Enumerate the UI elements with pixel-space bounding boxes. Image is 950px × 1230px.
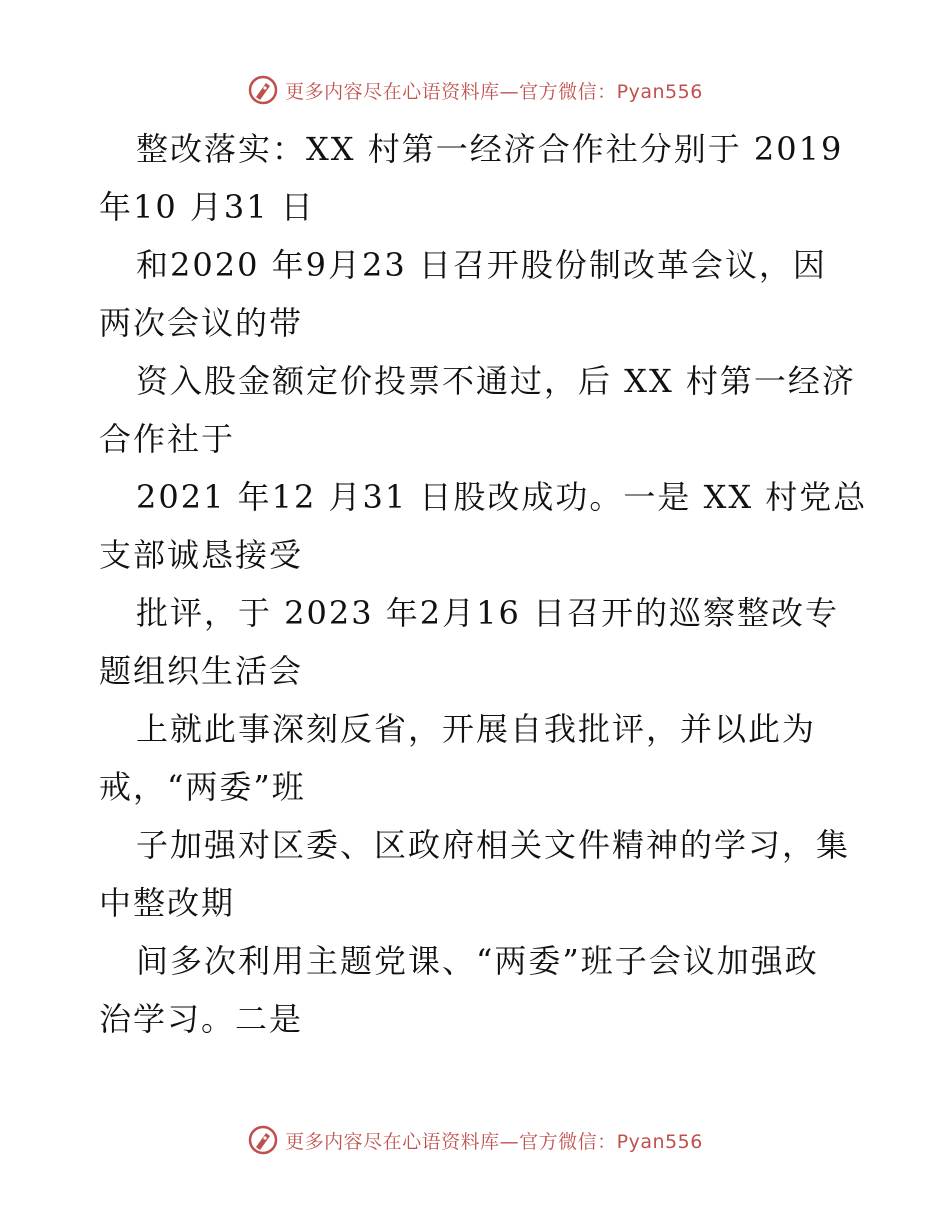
body-line: 中整改期 <box>99 884 236 922</box>
body-line: 资入股金额定价投票不通过，后 XX 村第一经济 <box>136 362 856 400</box>
document-body <box>99 120 868 1048</box>
body-line: 和2020 年9月23 日召开股份制改革会议，因 <box>136 246 827 284</box>
header-watermark-banner <box>0 70 950 110</box>
body-line: 题组织生活会 <box>99 652 304 690</box>
body-line: 两次会议的带 <box>99 304 304 342</box>
body-line: 子加强对区委、区政府相关文件精神的学习，集 <box>136 826 851 864</box>
header-banner-text: 更多内容尽在心语资料库—官方微信：Pyan556 <box>285 80 703 103</box>
pen-nib-logo-icon <box>247 74 279 106</box>
body-line: 合作社于 <box>99 420 236 458</box>
body-line: 年10 月31 日 <box>99 188 315 226</box>
footer-banner-text: 更多内容尽在心语资料库—官方微信：Pyan556 <box>285 1130 703 1153</box>
body-line: 批评，于 2023 年2月16 日召开的巡察整改专 <box>136 594 840 632</box>
body-line: 支部诚恳接受 <box>99 536 304 574</box>
body-line: 2021 年12 月31 日股改成功。一是 XX 村党总 <box>136 478 868 516</box>
body-line: 间多次利用主题党课、“两委”班子会议加强政 <box>136 942 819 980</box>
body-line: 上就此事深刻反省，开展自我批评，并以此为 <box>136 710 817 748</box>
body-line: 整改落实：XX 村第一经济合作社分别于 2019 <box>136 130 844 168</box>
pen-nib-logo-icon <box>247 1124 279 1156</box>
footer-watermark-banner <box>0 1120 950 1160</box>
body-line: 治学习。二是 <box>99 1000 304 1038</box>
body-line: 戒，“两委”班 <box>99 768 306 806</box>
